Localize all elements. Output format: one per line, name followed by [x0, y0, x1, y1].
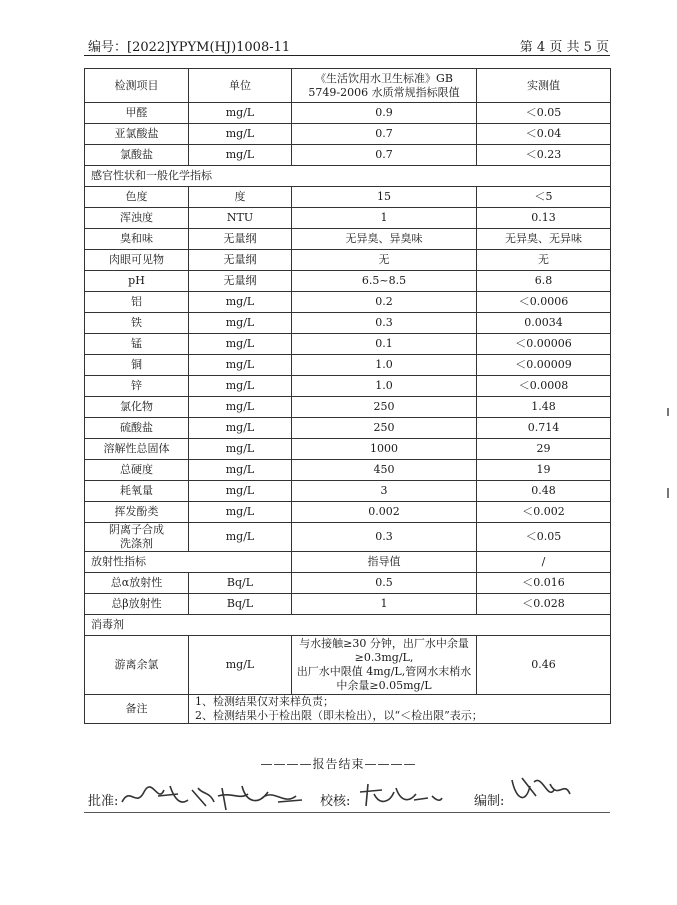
approver-signature	[118, 780, 308, 812]
cell-unit: Bq/L	[189, 573, 292, 594]
table-row	[85, 208, 611, 229]
cell-value: 无异臭、无异味	[477, 229, 611, 250]
cell-value: ＜0.00006	[477, 334, 611, 355]
cell-item: 溶解性总固体	[85, 439, 189, 460]
cell-value: 0.46	[477, 636, 611, 695]
note-line-1: 1、检测结果仅对来样负责；	[195, 695, 334, 708]
cell-limit: 指导值	[292, 552, 477, 573]
table-row	[85, 439, 611, 460]
cell-unit: mg/L	[189, 397, 292, 418]
cell-limit-line1: 与水接触≥30 分钟，出厂水中余量	[299, 637, 469, 650]
scan-edge-mark	[667, 488, 669, 498]
cell-item: 挥发酚类	[85, 502, 189, 523]
rows-group-sensory	[85, 187, 611, 523]
cell-value: ＜0.016	[477, 573, 611, 594]
report-end-marker: ————报告结束————	[260, 757, 417, 771]
cell-value: 0.0034	[477, 313, 611, 334]
cell-unit: Bq/L	[189, 594, 292, 615]
check-label: 校核:	[320, 794, 351, 809]
cell-limit: 0.7	[292, 145, 477, 166]
cell-limit: 0.5	[292, 573, 477, 594]
cell-unit: mg/L	[189, 636, 292, 695]
cell-item: 色度	[85, 187, 189, 208]
table-row	[85, 636, 611, 695]
column-header-item: 检测项目	[85, 69, 189, 103]
cell-value: 1.48	[477, 397, 611, 418]
cell-limit: 15	[292, 187, 477, 208]
cell-value: 29	[477, 439, 611, 460]
table-row	[85, 187, 611, 208]
cell-limit: 0.3	[292, 523, 477, 552]
cell-limit-line3: 出厂水中限值 4mg/L,管网水末梢水	[296, 665, 472, 678]
cell-item: 硫酸盐	[85, 418, 189, 439]
cell-value: 0.714	[477, 418, 611, 439]
cell-item: 亚氯酸盐	[85, 124, 189, 145]
edit-label: 编制:	[474, 794, 505, 809]
cell-value: 0.13	[477, 208, 611, 229]
table-row	[85, 313, 611, 334]
cell-unit: 无量纲	[189, 250, 292, 271]
cell-limit: 0.002	[292, 502, 477, 523]
cell-item	[85, 523, 189, 552]
cell-unit: 无量纲	[189, 271, 292, 292]
cell-limit: 1.0	[292, 355, 477, 376]
column-header-measured: 实测值	[477, 69, 611, 103]
note-line-2: 2、检测结果小于检出限（即未检出），以“＜检出限”表示；	[195, 709, 483, 722]
section-label-disinfectant: 消毒剂	[85, 615, 611, 636]
page-indicator: 第 4 页 共 5 页	[519, 40, 609, 55]
table-row	[85, 594, 611, 615]
cell-item: 铁	[85, 313, 189, 334]
cell-limit: 0.3	[292, 313, 477, 334]
cell-value: ＜0.00009	[477, 355, 611, 376]
approve-label: 批准:	[88, 794, 119, 809]
section-label-radioactivity: 放射性指标	[85, 552, 292, 573]
signature-row	[88, 780, 608, 812]
table-row	[85, 481, 611, 502]
cell-item: 锌	[85, 376, 189, 397]
table-row	[85, 418, 611, 439]
table-row	[85, 376, 611, 397]
cell-item: 游离余氯	[85, 636, 189, 695]
section-row-sensory	[85, 166, 611, 187]
section-label-sensory: 感官性状和一般化学指标	[85, 166, 611, 187]
cell-value: ＜0.028	[477, 594, 611, 615]
table-row	[85, 229, 611, 250]
cell-unit: mg/L	[189, 313, 292, 334]
cell-limit: 1.0	[292, 376, 477, 397]
cell-limit: 3	[292, 481, 477, 502]
column-header-limit-line1: 《生活饮用水卫生标准》GB	[315, 71, 453, 85]
cell-item: 肉眼可见物	[85, 250, 189, 271]
cell-limit: 6.5~8.5	[292, 271, 477, 292]
cell-unit: mg/L	[189, 502, 292, 523]
test-results-table	[84, 68, 611, 724]
cell-unit: 度	[189, 187, 292, 208]
table-row	[85, 271, 611, 292]
cell-value: 19	[477, 460, 611, 481]
cell-item: 甲醛	[85, 103, 189, 124]
cell-limit: 250	[292, 397, 477, 418]
cell-limit: 0.7	[292, 124, 477, 145]
cell-limit: 450	[292, 460, 477, 481]
cell-unit: mg/L	[189, 376, 292, 397]
cell-value: ＜0.05	[477, 103, 611, 124]
table-header-row	[85, 69, 611, 103]
cell-value: ＜0.05	[477, 523, 611, 552]
cell-value: ＜0.04	[477, 124, 611, 145]
header-divider	[84, 55, 610, 56]
cell-unit: mg/L	[189, 523, 292, 552]
cell-unit: mg/L	[189, 292, 292, 313]
cell-item: 总α放射性	[85, 573, 189, 594]
cell-item: 总硬度	[85, 460, 189, 481]
editor-signature	[506, 770, 576, 810]
column-header-unit: 单位	[189, 69, 292, 103]
table-row	[85, 397, 611, 418]
table-row	[85, 334, 611, 355]
table-row	[85, 573, 611, 594]
cell-item: 氯化物	[85, 397, 189, 418]
table-row	[85, 502, 611, 523]
cell-value: ＜0.0006	[477, 292, 611, 313]
cell-unit: mg/L	[189, 418, 292, 439]
cell-value: /	[477, 552, 611, 573]
cell-limit: 无异臭、异臭味	[292, 229, 477, 250]
cell-unit: mg/L	[189, 460, 292, 481]
cell-unit: mg/L	[189, 439, 292, 460]
notes-content	[189, 695, 611, 724]
cell-item: 氯酸盐	[85, 145, 189, 166]
cell-value: ＜0.0008	[477, 376, 611, 397]
cell-unit: mg/L	[189, 334, 292, 355]
cell-limit: 1000	[292, 439, 477, 460]
cell-item-line2: 洗涤剂	[120, 537, 153, 550]
cell-unit: mg/L	[189, 124, 292, 145]
rows-group-disinfection-byproducts	[85, 103, 611, 166]
cell-value: 无	[477, 250, 611, 271]
cell-value: ＜0.23	[477, 145, 611, 166]
cell-limit	[292, 636, 477, 695]
cell-unit: mg/L	[189, 145, 292, 166]
table-row	[85, 103, 611, 124]
section-row-disinfectant	[85, 615, 611, 636]
cell-limit: 0.9	[292, 103, 477, 124]
notes-label: 备注	[85, 695, 189, 724]
cell-unit: mg/L	[189, 355, 292, 376]
section-row-radioactivity	[85, 552, 611, 573]
signature-baseline	[84, 812, 610, 813]
cell-limit: 1	[292, 594, 477, 615]
cell-unit: mg/L	[189, 481, 292, 502]
table-row	[85, 124, 611, 145]
cell-limit: 0.2	[292, 292, 477, 313]
checker-signature	[356, 780, 446, 812]
cell-limit: 250	[292, 418, 477, 439]
cell-item: pH	[85, 271, 189, 292]
cell-limit: 无	[292, 250, 477, 271]
rows-group-radioactivity	[85, 573, 611, 615]
cell-limit-line2: ≥0.3mg/L,	[354, 651, 414, 664]
document-number: 编号：[2022]YPYM(HJ)1008-11	[88, 40, 291, 55]
cell-item: 铜	[85, 355, 189, 376]
cell-limit: 0.1	[292, 334, 477, 355]
table-row	[85, 523, 611, 552]
cell-limit: 1	[292, 208, 477, 229]
cell-item: 铝	[85, 292, 189, 313]
cell-value: 6.8	[477, 271, 611, 292]
table-row	[85, 292, 611, 313]
cell-item: 耗氧量	[85, 481, 189, 502]
cell-unit: 无量纲	[189, 229, 292, 250]
table-row	[85, 145, 611, 166]
cell-unit: mg/L	[189, 103, 292, 124]
cell-limit-line4: 中余量≥0.05mg/L	[336, 679, 432, 692]
cell-value: 0.48	[477, 481, 611, 502]
cell-item: 臭和味	[85, 229, 189, 250]
column-header-limit-line2: 5749-2006 水质常规指标限值	[308, 85, 460, 99]
cell-item-line1: 阴离子合成	[109, 523, 164, 536]
column-header-limit	[292, 69, 477, 103]
cell-item: 锰	[85, 334, 189, 355]
cell-item: 总β放射性	[85, 594, 189, 615]
table-row	[85, 460, 611, 481]
cell-value: ＜5	[477, 187, 611, 208]
cell-unit: NTU	[189, 208, 292, 229]
table-row	[85, 250, 611, 271]
table-row	[85, 355, 611, 376]
scan-edge-mark	[667, 408, 669, 416]
cell-value: ＜0.002	[477, 502, 611, 523]
cell-item: 浑浊度	[85, 208, 189, 229]
notes-row	[85, 695, 611, 724]
